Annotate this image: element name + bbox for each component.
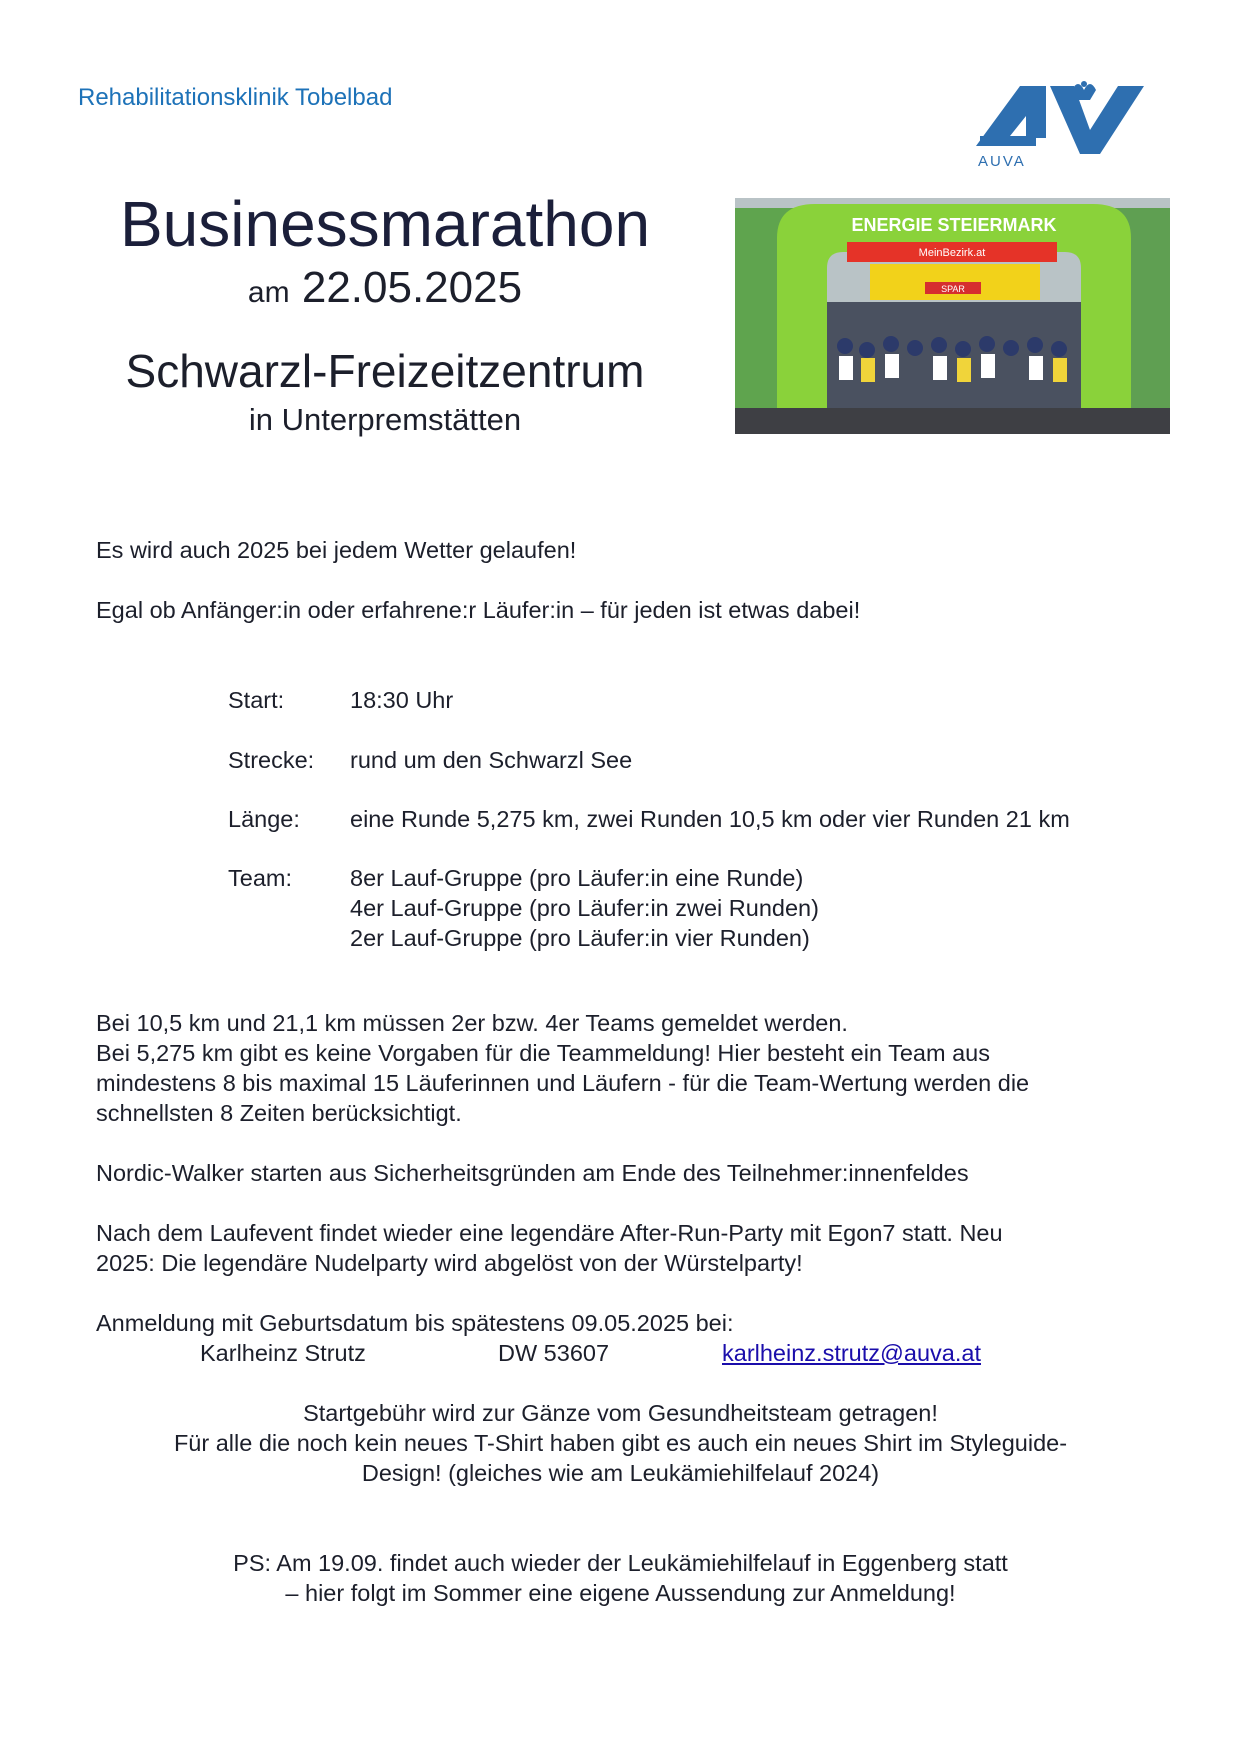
event-venue: Schwarzl-Freizeitzentrum <box>125 345 645 397</box>
ps-line: – hier folgt im Sommer eine eigene Aussendung zur Anmeldung! <box>285 1580 956 1606</box>
registration-line: Anmeldung mit Geburtsdatum bis spätestens 09.05.2025 bei: <box>96 1310 734 1336</box>
intro-weather: Es wird auch 2025 bei jedem Wetter gelaufen! <box>96 537 577 563</box>
rules-line: Bei 5,275 km gibt es keine Vorgaben für die Teammeldung! Hier besteht ein Team aus <box>96 1040 990 1066</box>
start-value: 18:30 Uhr <box>350 687 454 713</box>
ps-line: PS: Am 19.09. findet auch wieder der Leukämiehilfelauf in Eggenberg statt <box>233 1550 1008 1576</box>
length-label: Länge: <box>228 806 300 832</box>
logo-text: AUVA <box>978 153 1026 170</box>
intro-everyone: Egal ob Anfänger:in oder erfahrene:r Läufer:in – für jeden ist etwas dabei! <box>96 597 861 623</box>
fee-line: Für alle die noch kein neues T-Shirt haben gibt es auch ein neues Shirt im Styleguide- <box>173 1430 1068 1456</box>
event-date: 22.05.2025 <box>301 263 523 312</box>
rules-line: Bei 10,5 km und 21,1 km müssen 2er bzw. 4er Teams gemeldet werden. <box>96 1010 848 1036</box>
start-label: Start: <box>228 687 285 713</box>
date-prefix: am <box>247 276 290 309</box>
party-line: Nach dem Laufevent findet wieder eine legendäre After-Run-Party mit Egon7 statt. Neu <box>96 1220 1003 1246</box>
event-date-line <box>60 262 710 319</box>
fee-line: Design! (gleiches wie am Leukämiehilfelauf 2024) <box>361 1460 880 1486</box>
auva-logo <box>968 78 1156 170</box>
length-value: eine Runde 5,275 km, zwei Runden 10,5 km oder vier Runden 21 km <box>350 806 1070 832</box>
rules-line: schnellsten 8 Zeiten berücksichtigt. <box>96 1100 462 1126</box>
party-line: 2025: Die legendäre Nudelparty wird abgelöst von der Würstelparty! <box>96 1250 803 1276</box>
event-title: Businessmarathon <box>119 188 651 260</box>
team-value-4: 4er Lauf-Gruppe (pro Läufer:in zwei Runden) <box>350 895 819 921</box>
hero-photo <box>735 198 1170 434</box>
nordic-walker-note: Nordic-Walker starten aus Sicherheitsgründen am Ende des Teilnehmer:innenfeldes <box>96 1160 969 1186</box>
arch-text: ENERGIE STEIERMARK <box>851 215 1057 235</box>
contact-email-link[interactable]: karlheinz.strutz@auva.at <box>722 1340 981 1366</box>
team-value-8: 8er Lauf-Gruppe (pro Läufer:in eine Runde) <box>350 865 804 891</box>
event-town: in Unterpremstätten <box>248 402 522 437</box>
contact-extension: DW 53607 <box>498 1340 610 1366</box>
rules-line: mindestens 8 bis maximal 15 Läuferinnen und Läufern - für die Team-Wertung werden die <box>96 1070 1030 1096</box>
team-label: Team: <box>228 865 292 891</box>
sponsor-text: SPAR <box>941 284 965 294</box>
clinic-name: Rehabilitationsklinik Tobelbad <box>78 84 393 111</box>
team-value-2: 2er Lauf-Gruppe (pro Läufer:in vier Runden) <box>350 925 810 951</box>
banner-text: MeinBezirk.at <box>918 247 986 259</box>
fee-line: Startgebühr wird zur Gänze vom Gesundheitsteam getragen! <box>303 1400 938 1426</box>
contact-name: Karlheinz Strutz <box>200 1340 366 1366</box>
route-value: rund um den Schwarzl See <box>350 747 633 773</box>
route-label: Strecke: <box>228 747 315 773</box>
